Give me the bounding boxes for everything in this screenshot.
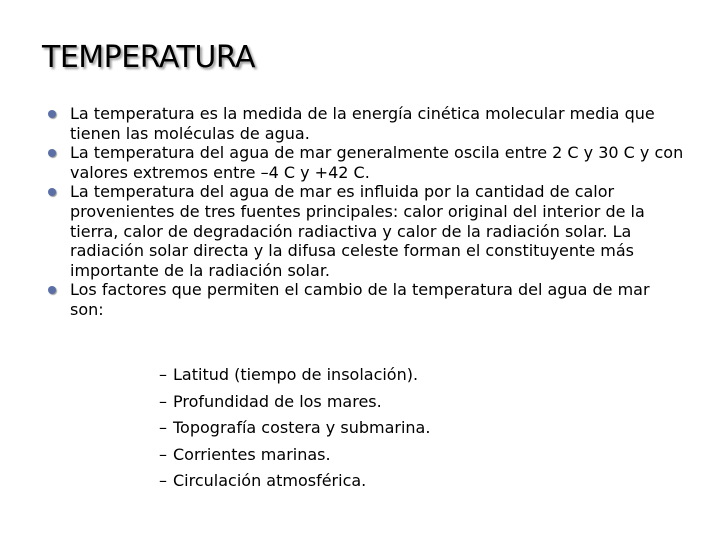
sub-item-text: Latitud (tiempo de insolación). [173,365,419,384]
bullet-text: Los factores que permiten el cambio de la temperatura del agua de mar son: [70,280,650,319]
bullet-item [48,143,684,182]
sub-list [159,362,430,495]
dash-marker: – [159,444,167,464]
sub-item-text: Corrientes marinas. [173,444,331,464]
bullet-text: La temperatura del agua de mar generalmente oscila entre 2 C y 30 C y con valores extremos entre –4 C y +42 C. [70,143,684,182]
dash-marker: – [159,391,167,411]
sub-item [159,362,430,389]
slide-title: TEMPERATURA [42,40,255,75]
bullet-item [48,104,684,143]
bullet-item [48,182,684,280]
bullet-list [48,104,684,320]
bullet-dot-icon [48,149,56,157]
sub-item [159,442,430,469]
sub-item [159,415,430,442]
bullet-text: La temperatura es la medida de la energía cinética molecular media que tienen las moléculas de agua. [70,104,655,143]
sub-item-text: Topografía costera y submarina. [173,418,431,437]
dash-marker: – [159,418,167,437]
dash-marker: – [159,471,167,490]
sub-item [159,389,430,416]
sub-item [159,468,430,495]
bullet-text: La temperatura del agua de mar es influida por la cantidad de calor provenientes de tres fuentes principales: calor original del interior de la tierra, calor de degradación radiactiva y calor de la radiación solar. La radiación solar directa y la difusa celeste forman el constituyente más importante de la radiación solar. [70,182,645,280]
bullet-dot-icon [48,188,56,196]
sub-item-text: Circulación atmosférica. [173,471,367,490]
sub-item-text: Profundidad de los mares. [173,391,382,411]
bullet-dot-icon [48,110,56,118]
bullet-item [48,280,684,319]
dash-marker: – [159,365,167,384]
bullet-dot-icon [48,286,56,294]
